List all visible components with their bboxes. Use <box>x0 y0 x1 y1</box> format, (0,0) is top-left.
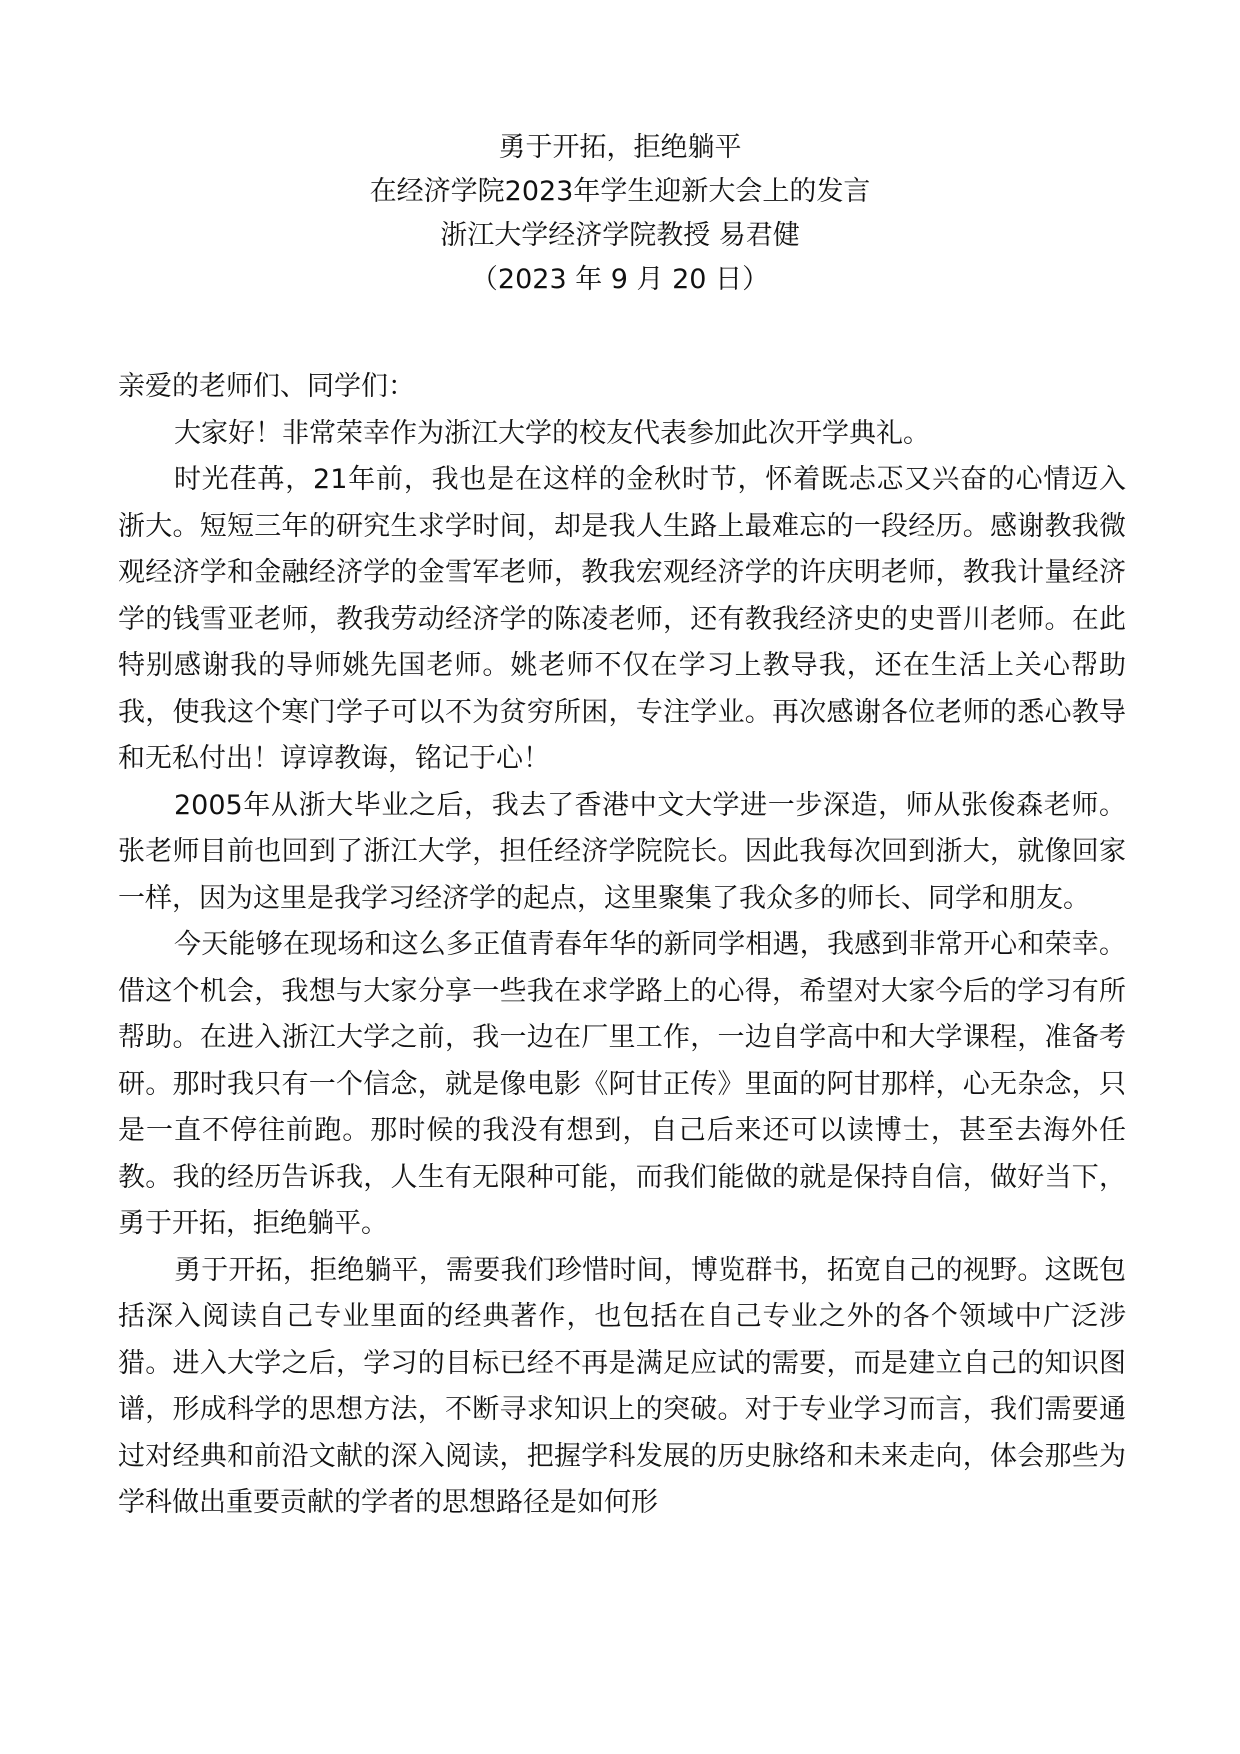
paragraph-reading: 勇于开拓，拒绝躺平，需要我们珍惜时间，博览群书，拓宽自己的视野。这既包括深入阅读自己专业里面的经典著作，也包括在自己专业之外的各个领域中广泛涉猎。进入大学之后，学习的目标已经不再是满足应试的需要，而是建立自己的知识图谱，形成科学的思想方法，不断寻求知识上的突破。对于专业学习而言，我们需要通过对经典和前沿文献的深入阅读，把握学科发展的历史脉络和未来走向，体会那些为学科做出重要贡献的学者的思想路径是如何形 <box>118 1254 1126 1518</box>
paragraph-greeting: 大家好！非常荣幸作为浙江大学的校友代表参加此次开学典礼。 <box>174 417 930 449</box>
paragraph-graduation: 2005年从浙大毕业之后，我去了香港中文大学进一步深造，师从张俊森老师。张老师目前也回到了浙江大学，担任经济学院院长。因此我每次回到浙大，就像回家一样，因为这里是我学习经济学的起点，这里聚集了我众多的师长、同学和朋友。 <box>118 789 1126 914</box>
paragraph-experience: 今天能够在现场和这么多正值青春年华的新同学相遇，我感到非常开心和荣幸。借这个机会，我想与大家分享一些我在求学路上的心得，希望对大家今后的学习有所帮助。在进入浙江大学之前，我一边在厂里工作，一边自学高中和大学课程，准备考研。那时我只有一个信念，就是像电影《阿甘正传》里面的阿甘那样，心无杂念，只是一直不停往前跑。那时候的我没有想到，自己后来还可以读博士，甚至去海外任教。我的经历告诉我，人生有无限种可能，而我们能做的就是保持自信，做好当下，勇于开拓，拒绝躺平。 <box>118 929 1126 1239</box>
speech-date: （2023 年 9 月 20 日） <box>470 264 770 295</box>
speech-subtitle: 在经济学院2023年学生迎新大会上的发言 <box>369 176 871 207</box>
speech-author: 浙江大学经济学院教授 易君健 <box>440 220 800 251</box>
speech-title: 勇于开拓，拒绝躺平 <box>498 132 742 163</box>
document-header <box>0 126 1240 302</box>
salutation: 亲爱的老师们、同学们： <box>118 371 415 402</box>
paragraph-memories: 时光荏苒，21年前，我也是在这样的金秋时节，怀着既忐忑又兴奋的心情迈入浙大。短短三年的研究生求学时间，却是我人生路上最难忘的一段经历。感谢教我微观经济学和金融经济学的金雪军老师，教我宏观经济学的许庆明老师，教我计量经济学的钱雪亚老师，教我劳动经济学的陈凌老师，还有教我经济史的史晋川老师。在此特别感谢我的导师姚先国老师。姚老师不仅在学习上教导我，还在生活上关心帮助我，使我这个寒门学子可以不为贫穷所困，专注学业。再次感谢各位老师的悉心教导和无私付出！谆谆教诲，铭记于心！ <box>118 464 1126 774</box>
document-body <box>118 364 1126 1527</box>
